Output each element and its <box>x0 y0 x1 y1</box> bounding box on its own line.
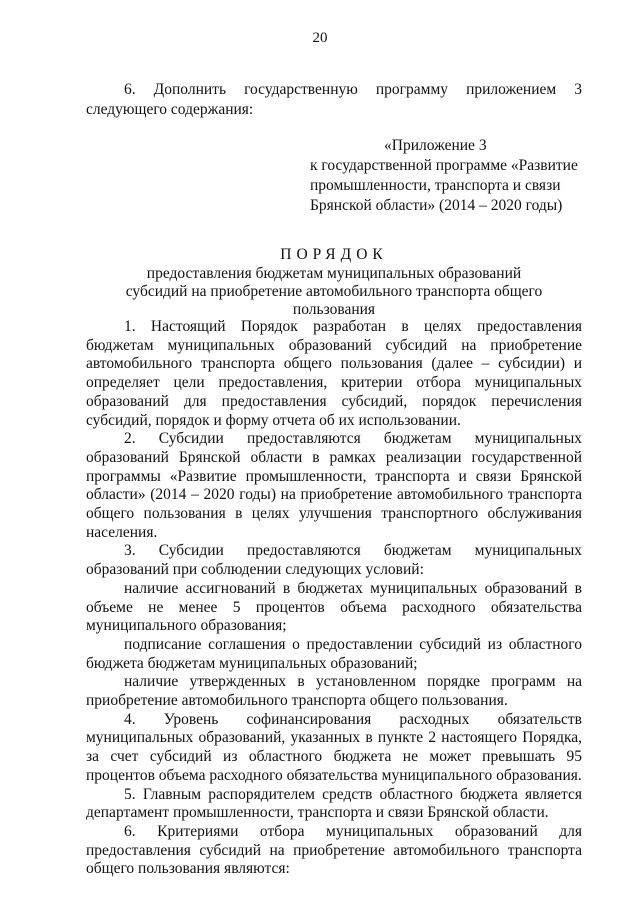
paragraph-3-condition-3: наличие утвержденных в установленном порядке программ на приобретение автомобильного транспорта общего пользования. <box>86 673 582 710</box>
heading-title: ПОРЯДОК <box>280 246 388 263</box>
paragraph-2: 2. Субсидии предоставляются бюджетам муниципальных образований Брянской области в рамках реализации государственной программы «Развитие промышленности, транспорта и связи Брянской области» (2014 – 2020 годы) на приобретение автомобильного транспорта общего пользования в целях улучшения транспортного обслуживания населения. <box>86 430 582 541</box>
paragraph-1: 1. Настоящий Порядок разработан в целях предоставления бюджетам муниципальных образований субсидий на приобретение автомобильного транспорта общего пользования (далее – субсидии) и определяет цели предоставления, критерии отбора муниципальных образований для предоставления субсидий, порядок перечисления субсидий, порядок и форму отчета об их использовании. <box>86 318 582 429</box>
paragraph-6: 6. Критериями отбора муниципальных образований для предоставления субсидий на приобретение автомобильного транспорта общего пользования являются: <box>86 822 582 878</box>
intro-paragraph: 6. Дополнить государственную программу приложением 3 следующего содержания: <box>86 81 582 118</box>
paragraph-5: 5. Главным распорядителем средств областного бюджета является департамент промышленности, транспорта и связи Брянской области. <box>86 785 582 822</box>
heading-subtitle-line-1: предоставления бюджетам муниципальных образований <box>146 265 522 282</box>
appendix-line-2: к государственной программе «Развитие промышленности, транспорта и связи Брянской области» (2014 – 2020 годы) <box>310 157 578 214</box>
appendix-line-1: «Приложение 3 <box>384 137 487 154</box>
page-number: 20 <box>312 30 328 46</box>
paragraph-3: 3. Субсидии предоставляются бюджетам муниципальных образований при соблюдении следующих условий: <box>86 542 582 579</box>
paragraph-4: 4. Уровень софинансирования расходных обязательств муниципальных образований, указанных в пункте 2 настоящего Порядка, за счет субсидий из областного бюджета не может превышать 95 процентов объема расходного обязательства муниципального образования. <box>86 710 582 784</box>
document-body <box>86 318 582 879</box>
paragraph-3-condition-1: наличие ассигнований в бюджетах муниципальных образований в объеме не менее 5 процентов объема расходного обязательства муниципального образования; <box>86 579 582 635</box>
appendix-reference <box>310 136 582 216</box>
heading-subtitle-line-2: субсидий на приобретение автомобильного транспорта общего пользования <box>125 283 543 318</box>
document-heading <box>86 245 582 319</box>
paragraph-3-condition-2: подписание соглашения о предоставлении субсидий из областного бюджета бюджетам муниципальных образований; <box>86 635 582 672</box>
